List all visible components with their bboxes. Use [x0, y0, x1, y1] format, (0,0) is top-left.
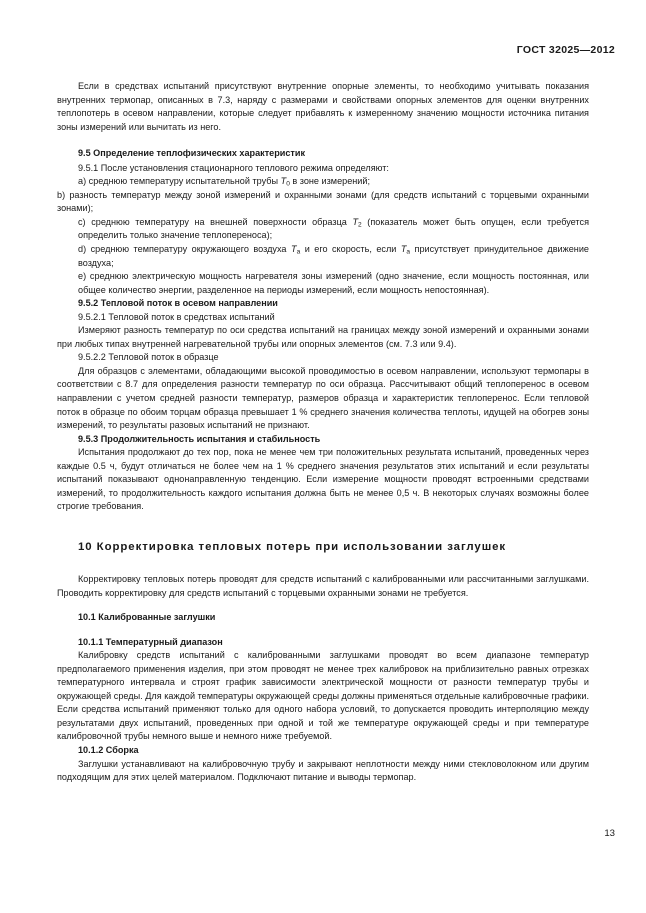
paragraph-10-1-2: Заглушки устанавливают на калибровочную трубу и закрывают неплотности между ними стекловолокном или другим подходящим для этих целей материалом. Подключают питание и выводы термопар. [57, 758, 589, 783]
list-item-e: e) среднюю электрическую мощность нагревателя зоны измерений (одно значение, если мощность постоянная, или общее количество энергии, разделенное на периоды измерений, если мощность непостоянная). [78, 271, 589, 295]
list-item-a-prefix: a) среднюю температуру испытательной трубы [78, 176, 281, 187]
symbol-t0: T [280, 176, 287, 187]
heading-10-1-2: 10.1.2 Сборка [78, 744, 139, 755]
paragraph-9-5-2-2: Для образцов с элементами, обладающими высокой проводимостью в осевом направлении, используют термопары в соответствии с 8.7 для определения разности температур по оси образца. Рассчитывают общий теплоперенос в осевом направлении с учетом средней разности температур, размеров образца и характеристик теплоперенос. Если тепловой поток в образце по обоим торцам образца превышает 1 % среднего значения количества теплоты, идущей на обогрев зоны измерений, то результаты разовых испытаний не признают. [57, 365, 589, 431]
list-item-a [57, 175, 589, 189]
symbol-t0-subscript: 0 [286, 180, 290, 188]
list-item-d-prefix: d) среднюю температуру окружающего воздуха [78, 244, 291, 255]
heading-10-1: 10.1 Калиброванные заглушки [78, 612, 216, 623]
paragraph-9-5-3: Испытания продолжают до тех пор, пока не менее чем три положительных результата испытаний, проведенных через каждые 0.5 ч, будут отличаться не более чем на 1 % среднего значения результатов этих испытаний и если результаты испытаний показывают однонаправленную тенденцию. Если измерение мощности проводят встроенными средствами измерений, то продолжительность каждого испытания должна быть не менее 0,5 ч. В некоторых случаях возможны более строгие требования. [57, 447, 589, 512]
list-item-b: b) разность температур между зоной измерений и охранными зонами (для средств испытаний с торцевыми охранными зонами); [57, 189, 589, 214]
heading-10-1-1: 10.1.1 Температурный диапазон [78, 636, 223, 647]
heading-9-5-2-1: 9.5.2.1 Тепловой поток в средствах испытаний [78, 311, 275, 322]
paragraph-10-1-1: Калибровку средств испытаний с калиброванными заглушками проводят во всем диапазоне температур предполагаемого применения изделия, при этом проводят не менее трех калибровок на приблизительно равных отрезках температурного интервала и строят график зависимости электрической мощности от разности температур трубы и окружающей среды. Для каждой температуры окружающей среды должны применяться отдельные калибровочные графики. Если средства испытаний применяют только для одного набора условий, то допускается проводить интерполяцию между результатами двух испытаний, проведенных при одной и той же температуре окружающей среды и при температуре калибровочной трубы немного выше и немного ниже требуемой. [57, 650, 589, 742]
heading-section-10: 10 Корректировка тепловых потерь при использовании заглушек [78, 540, 507, 553]
symbol-ta-first: T [290, 244, 297, 255]
paragraph-9-5-1: 9.5.1 После установления стационарного теплового режима определяют: [78, 162, 389, 173]
list-item-d-middle: и его скорость, если [300, 244, 401, 255]
paragraph-9-5-2-1: Измеряют разность температур по оси средства испытаний на границах между зоной измерений и охранными зонами при любых типах внутренней нагревательной трубы или опорных элементов (см. 7.3 или 9.4). [57, 325, 589, 349]
list-item-d [57, 243, 589, 270]
list-item-c [57, 216, 589, 243]
page-number: 13 [604, 828, 615, 839]
paragraph-section-10-intro: Корректировку тепловых потерь проводят для средств испытаний с калиброванными или рассчитанными заглушками. Проводить корректировку для средств испытаний с торцевыми охранными зонами не требуется. [57, 573, 589, 598]
heading-9-5-2-2: 9.5.2.2 Тепловой поток в образце [78, 352, 219, 363]
list-item-c-prefix: c) среднюю температуру на внешней поверхности образца [78, 216, 353, 227]
list-item-c-suffix: (показатель может быть опущен, если требуется определить только значение теплопереноса); [78, 216, 589, 241]
heading-9-5-3: 9.5.3 Продолжительность испытания и стабильность [78, 433, 321, 444]
symbol-t2-subscript: 2 [358, 221, 362, 229]
symbol-ta-first-subscript: a [296, 248, 301, 256]
symbol-t2: T [352, 216, 359, 227]
page-header-standard-number: ГОСТ 32025—2012 [516, 44, 615, 56]
list-item-d-suffix: присутствует принудительное движение воздуха; [78, 244, 589, 268]
list-item-a-suffix: в зоне измерений; [289, 176, 371, 187]
document-body [57, 80, 589, 785]
heading-9-5-2: 9.5.2 Тепловой поток в осевом направлении [78, 298, 278, 309]
heading-9-5: 9.5 Определение теплофизических характеристик [78, 147, 306, 158]
intro-paragraph: Если в средствах испытаний присутствуют внутренние опорные элементы, то необходимо учитывать показания внутренних термопар, описанных в 7.3, наряду с размерами и свойствами опорных элементов для оценки внутренних теплопотерь в осевом направлении, которые следует прибавлять к измеренному значению мощности источника питания зоны измерений или вычитать из него. [57, 81, 589, 132]
symbol-ta-second: T [400, 244, 407, 255]
symbol-ta-second-subscript: a [406, 248, 411, 256]
